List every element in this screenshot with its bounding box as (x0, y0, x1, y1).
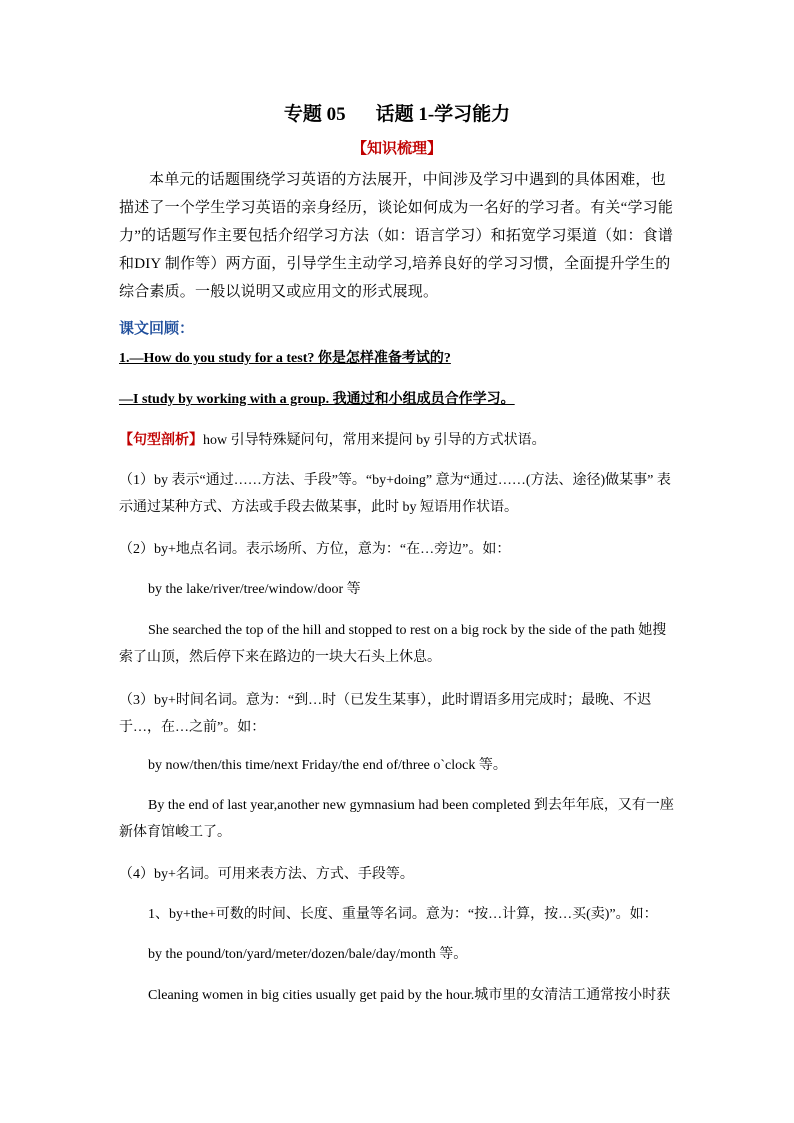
review-heading: 课文回顾： (119, 321, 195, 337)
question-1: 1.—How do you study for a test? 你是怎样准备考试的? (119, 351, 451, 366)
point-1: （1）by 表示“通过……方法、手段”等。“by+doing” 意为“通过……(方法、途径)做某事” 表示通过某种方式、方法或手段去做某事，此时 by 短语用作状语。 (119, 473, 671, 515)
point-3-example: by now/then/this time/next Friday/the end of/three o`clock 等。 (148, 758, 507, 773)
point-2: （2）by+地点名词。表示场所、方位，意为：“在…旁边”。如： (119, 542, 511, 557)
title-topic-name: 话题 1-学习能力 (375, 104, 511, 125)
point-2-sentence: She searched the top of the hill and stopped to rest on a big rock by the side of the path 她搜索了山顶，然后停下来在路边的一块大石头上休息。 (119, 623, 667, 665)
point-2-example: by the lake/river/tree/window/door 等 (148, 582, 361, 597)
analysis-text: how 引导特殊疑问句，常用来提问 by 引导的方式状语。 (203, 433, 546, 448)
point-4-sentence: Cleaning women in big cities usually get paid by the hour.城市里的女清洁工通常按小时获 (148, 988, 671, 1003)
point-4: （4）by+名词。可用来表方法、方式、手段等。 (119, 867, 414, 882)
answer-1: —I study by working with a group. 我通过和小组成员合作学习。 (119, 392, 515, 407)
point-4-sub-1: 1、by+the+可数的时间、长度、重量等名词。意为：“按…计算，按…买(卖)”。如： (148, 907, 658, 922)
title-topic-number: 专题 05 (283, 104, 346, 125)
point-4-example: by the pound/ton/yard/meter/dozen/bale/day/month 等。 (148, 947, 468, 962)
intro-paragraph: 本单元的话题围绕学习英语的方法展开，中间涉及学习中遇到的具体困难，也描述了一个学生学习英语的亲身经历，谈论如何成为一名好的学习者。有关“学习能力”的话题写作主要包括介绍学习方法（如：语言学习）和拓宽学习渠道（如：食谱和DIY 制作等）两方面，引导学生主动学习,培养良好的学习习惯，全面提升学生的综合素质。一般以说明又或应用文的形式展现。 (119, 172, 674, 300)
point-3: （3）by+时间名词。意为：“到…时（已发生某事），此时谓语多用完成时；最晚、不迟于…，在…之前”。如： (119, 693, 652, 735)
sentence-analysis (119, 427, 679, 454)
point-3-sentence: By the end of last year,another new gymnasium had been completed 到去年年底，又有一座新体育馆峻工了。 (119, 798, 674, 840)
document-title (0, 99, 794, 126)
analysis-tag: 【句型剖析】 (119, 433, 203, 448)
section-tag: 【知识梳理】 (351, 141, 442, 157)
